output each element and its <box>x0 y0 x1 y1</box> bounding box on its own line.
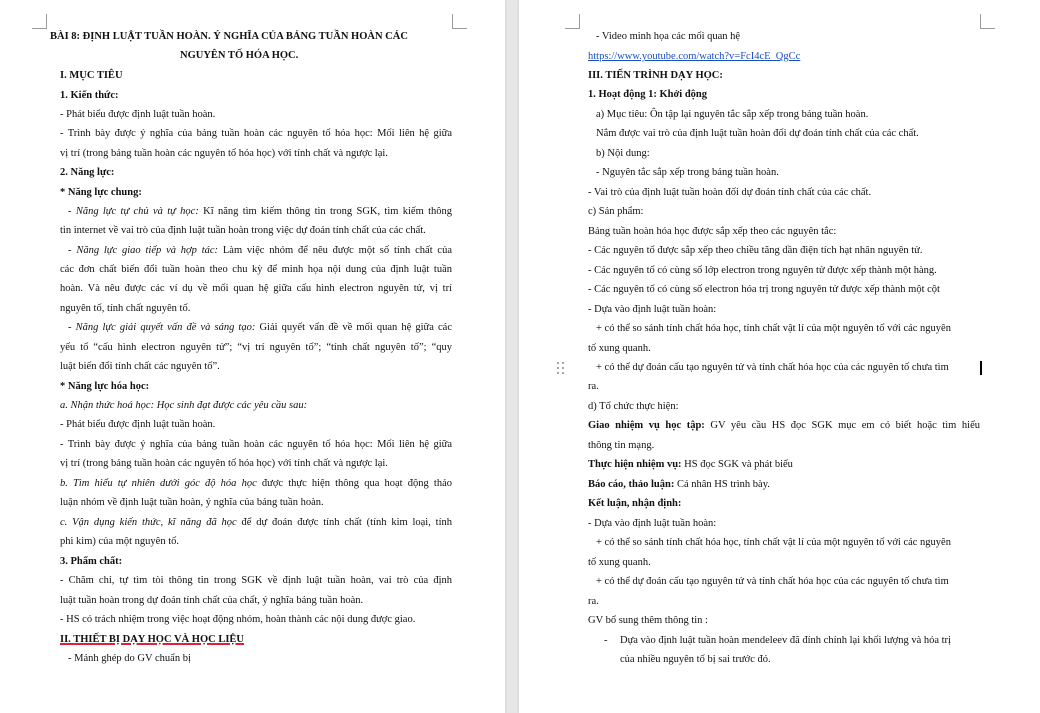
right-page-line: - Vai trò của định luật tuần hoàn đối dự đoán tính chất của các chất. <box>588 187 872 198</box>
text-run: Cá nhân HS trình bày. <box>674 479 770 490</box>
left-page-line: - Chăm chỉ, tự tìm tòi thông tin trong SGK về định luật tuần hoàn, vai trò của định <box>60 575 452 586</box>
left-page-line: BÀI 8: ĐỊNH LUẬT TUẦN HOÀN. Ý NGHĨA CỦA BẢNG TUẦN HOÀN CÁC <box>50 31 408 42</box>
right-page-line: - Dựa vào định luật tuần hoàn: <box>588 304 717 315</box>
left-page-line: 1. Kiến thức: <box>60 90 119 101</box>
text-run: Giao nhiệm vụ học tập: <box>588 420 705 431</box>
right-page-line: Nắm được vai trò của định luật tuần hoàn đối dự đoán tính chất của các chất. <box>596 128 919 139</box>
right-page-line: Kết luận, nhận định: <box>588 498 682 509</box>
left-page-line: 2. Năng lực: <box>60 167 115 178</box>
left-page-line: NGUYÊN TỐ HÓA HỌC. <box>180 50 299 61</box>
left-page-line <box>68 321 452 334</box>
left-page-line: I. MỤC TIÊU <box>60 70 123 81</box>
left-page-line: * Năng lực chung: <box>60 187 142 198</box>
right-page-line: GV bổ sung thêm thông tin : <box>588 615 708 626</box>
right-page-line: thông tin mạng. <box>588 440 655 451</box>
right-page-line: - <box>604 635 608 646</box>
text-cursor <box>980 361 982 375</box>
left-page-line: phi kim) của một nguyên tố. <box>60 536 179 547</box>
text-run: b. Tìm hiểu tự nhiên dưới góc độ hóa học <box>60 478 257 489</box>
left-page-line: luật tuần hoàn trong dự đoán tính chất của chất, ý nghĩa bảng tuần hoàn. <box>60 595 364 606</box>
right-page-line: Dựa vào định luật tuần hoàn mendeleev đã đính chính lại khối lượng và hóa trị <box>620 635 951 646</box>
left-page-line: - Mảnh ghép do GV chuẩn bị <box>68 653 191 664</box>
right-page-line: ra. <box>588 596 599 607</box>
left-page-line: luận nhóm về định luật tuần hoàn, ý nghĩa của bảng tuần hoàn. <box>60 497 324 508</box>
left-page-line: vị trí (trong bảng tuần hoàn các nguyên tố hóa học) với tính chất và ngược lại. <box>60 458 388 469</box>
page-corner-mark <box>565 14 580 29</box>
text-run: HS đọc SGK và phát biểu <box>681 459 793 470</box>
text-run: Kĩ năng tìm kiếm thông tin trong SGK, tìm kiếm thông <box>198 206 452 217</box>
left-page-line <box>60 477 452 490</box>
right-page-line: Bảng tuần hoàn hóa học được sắp xếp theo các nguyên tắc: <box>588 226 837 237</box>
right-page-line: - Video minh họa các mối quan hệ <box>596 31 741 42</box>
right-page-line: - Các nguyên tố có cùng số lớp electron trong nguyên tử được xếp thành một hàng. <box>588 265 937 276</box>
text-run: Báo cáo, thảo luận: <box>588 479 675 490</box>
right-page-line: - Nguyên tắc sắp xếp trong bảng tuần hoàn. <box>596 167 779 178</box>
right-page-line: + có thể dự đoán cấu tạo nguyên tử và tính chất hóa học của các nguyên tố chưa tìm <box>596 576 949 587</box>
left-page-line: II. THIẾT BỊ DẠY HỌC VÀ HỌC LIỆU <box>60 634 244 645</box>
text-run: - Năng lực tự chủ và tự học: <box>68 206 199 217</box>
right-page-line: - Các nguyên tố được sắp xếp theo chiều tăng dần điện tích hạt nhân nguyên tử. <box>588 245 923 256</box>
text-run: - Năng lực giải quyết vấn đề và sáng tạo: <box>68 322 256 333</box>
right-page-line: + có thể so sánh tính chất hóa học, tính chất vật lí của một nguyên tố với các nguyên <box>596 323 951 334</box>
left-page-line: - Trình bày được ý nghĩa của bảng tuần hoàn các nguyên tố hóa học: Mối liên hệ giữa <box>60 439 452 450</box>
left-page-line: luật biến đổi tính chất các nguyên tố”. <box>60 361 220 372</box>
left-page-line: nguyên tố, tính chất nguyên tố. <box>60 303 191 314</box>
right-page-line <box>588 478 770 491</box>
left-page-line: yếu tố “cấu hình electron nguyên tử”; “vị trí nguyên tố”; “tính chất nguyên tố”; “quy <box>60 342 452 353</box>
drag-handle-icon[interactable] <box>557 362 565 376</box>
page-corner-mark <box>452 14 467 29</box>
left-page-line: - Phát biểu được định luật tuần hoàn. <box>60 419 216 430</box>
left-page-line: hoàn. Và nêu được các ví dụ về mối quan hệ giữa cấu hình electron nguyên tử, vị trí <box>60 283 452 294</box>
page-corner-mark <box>980 14 995 29</box>
right-page-line: d) Tổ chức thực hiện: <box>588 401 679 412</box>
right-page-line: a) Mục tiêu: Ôn tập lại nguyên tắc sắp xếp trong bảng tuần hoàn. <box>596 109 869 120</box>
right-page-line: tố xung quanh. <box>588 343 651 354</box>
right-page-line: 1. Hoạt động 1: Khởi động <box>588 89 708 100</box>
right-page-line <box>588 458 793 471</box>
left-page-line: vị trí (trong bảng tuần hoàn các nguyên tố hóa học) với tính chất và ngược lại. <box>60 148 388 159</box>
left-page-line: các đơn chất biến đổi tuần hoàn theo chu kỳ để minh họa nội dung của định luật tuần <box>60 264 452 275</box>
page-corner-mark <box>32 14 47 29</box>
text-run: được thực hiện thông qua hoạt động thảo <box>256 478 452 489</box>
left-page-line: - Phát biểu được định luật tuần hoàn. <box>60 109 216 120</box>
right-page-line: + có thể dự đoán cấu tạo nguyên tử và tính chất hóa học của các nguyên tố chưa tìm <box>596 362 949 373</box>
text-run: để dự đoán được tính chất (tính kim loại, tính <box>236 517 453 528</box>
right-page-line <box>588 419 980 432</box>
right-page-line: tố xung quanh. <box>588 557 651 568</box>
left-page-line: * Năng lực hóa học: <box>60 381 150 392</box>
left-page-line: - Trình bày được ý nghĩa của bảng tuần hoàn các nguyên tố hóa học: Mối liên hệ giữa <box>60 128 452 139</box>
right-page-line: b) Nội dung: <box>596 148 650 159</box>
text-run: Thực hiện nhiệm vụ: <box>588 459 682 470</box>
text-run: Làm việc nhóm để nêu được một số tính chất của <box>218 245 452 256</box>
right-page-line: + có thể so sánh tính chất hóa học, tính chất vật lí của một nguyên tố với các nguyên <box>596 537 951 548</box>
left-page-line: a. Nhận thức hoá học: Học sinh đạt được các yêu cầu sau: <box>60 400 308 411</box>
left-page-line <box>68 244 452 257</box>
right-page-line: c) Sản phẩm: <box>588 206 644 217</box>
left-page-line: - HS có trách nhiệm trong việc hoạt động nhóm, hoàn thành các nội dung được giao. <box>60 614 416 625</box>
right-page-line: - Các nguyên tố có cùng số electron hóa trị trong nguyên tử được xếp thành một cột <box>588 284 940 295</box>
left-page-line: 3. Phẩm chất: <box>60 556 123 567</box>
text-run: Giải quyết vấn đề về mối quan hệ giữa các <box>255 322 453 333</box>
left-page-line: tin internet về vai trò của định luật tuần hoàn trong việc dự đoán tính chất của các chất. <box>60 225 426 236</box>
right-page-line: ra. <box>588 381 599 392</box>
left-page-line <box>68 205 452 218</box>
text-run: c. Vận dụng kiến thức, kĩ năng đã học <box>60 517 237 528</box>
text-run: GV yêu cầu HS đọc SGK mục em có biết hoặc tìm hiểu <box>704 420 981 431</box>
right-page-line: của nhiều nguyên tố bị sai trước đó. <box>620 654 771 665</box>
right-page-line: III. TIẾN TRÌNH DẠY HỌC: <box>588 70 723 81</box>
text-run: - Năng lực giao tiếp và hợp tác: <box>68 245 219 256</box>
right-page-line: - Dựa vào định luật tuần hoàn: <box>588 518 717 529</box>
right-page-line[interactable]: https://www.youtube.com/watch?v=FcI4cE_QgCc <box>588 51 801 62</box>
left-page-line <box>60 516 452 529</box>
